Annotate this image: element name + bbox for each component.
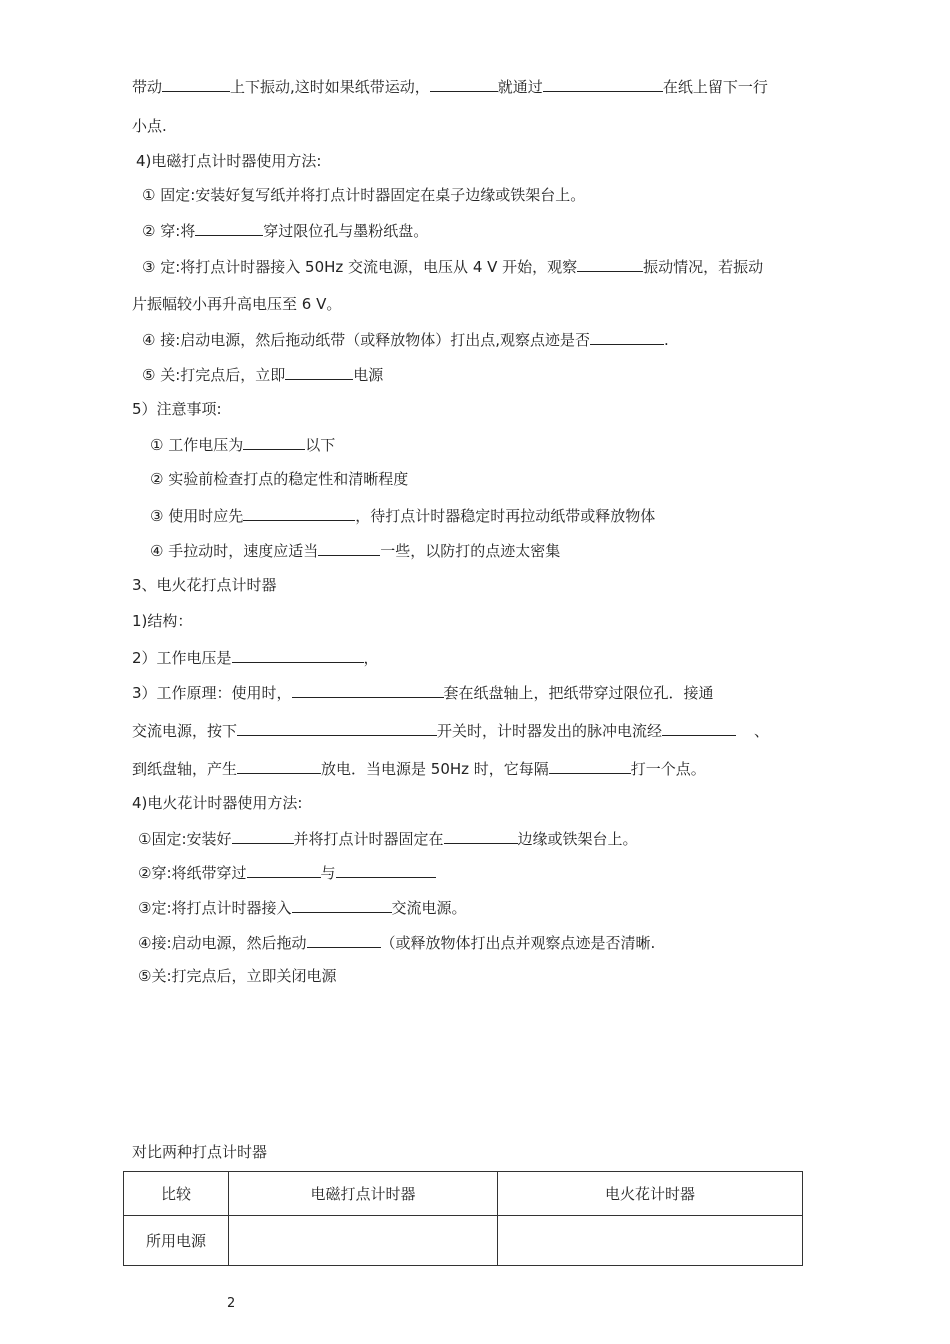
fill-blank [549, 758, 631, 774]
fill-blank [318, 540, 380, 556]
table-header-cell: 比较 [124, 1172, 229, 1216]
fill-blank [307, 932, 381, 948]
fill-blank [430, 76, 498, 92]
fill-blank [162, 76, 230, 92]
fill-blank [336, 862, 436, 878]
paragraph-line: 小点. [132, 117, 167, 135]
text-segment: 带动 [132, 78, 163, 96]
paragraph-line: 交流电源，按下 开关时，计时器发出的脉冲电流经 、 [132, 722, 770, 740]
fill-blank [590, 329, 664, 345]
paragraph-line [132, 76, 822, 97]
paragraph-line: 到纸盘轴，产生 放电．当电源是 50Hz 时，它每隔 打一个点。 [132, 760, 706, 778]
table-caption: 对比两种打点计时器 [132, 1143, 268, 1161]
fill-blank [195, 220, 263, 236]
fill-blank [232, 828, 294, 844]
fill-blank [577, 256, 643, 272]
text-segment: 上下振动,这时如果纸带运动， [230, 78, 430, 96]
list-item: ⑤关:打完点后，立即关闭电源 [138, 967, 337, 985]
paragraph-line: 2）工作电压是 ， [132, 649, 379, 667]
fill-blank [292, 682, 444, 698]
text-segment: 就通过 [497, 78, 543, 96]
list-item: ① 工作电压为 以下 [150, 436, 336, 454]
text-segment: 在纸上留下一行 [662, 78, 768, 96]
page-number: 2 [227, 1296, 236, 1311]
fill-blank [237, 720, 437, 736]
paragraph-line: 1)结构： [132, 612, 193, 630]
list-item: ④ 接:启动电源，然后拖动纸带（或释放物体）打出点,观察点迹是否 . [142, 331, 669, 349]
comparison-table [123, 1171, 803, 1266]
fill-blank [243, 434, 305, 450]
table-header-cell: 电火花计时器 [498, 1172, 803, 1216]
list-item: ② 实验前检查打点的稳定性和清晰程度 [150, 470, 409, 488]
list-item: ②穿:将纸带穿过 与 [138, 862, 828, 883]
list-item: ③ 定:将打点计时器接入 50Hz 交流电源，电压从 4 V 开始，观察 振动情况，若振动 [142, 258, 764, 276]
fill-blank [292, 897, 392, 913]
table-row-label: 所用电源 [124, 1216, 229, 1266]
table-cell [498, 1216, 803, 1266]
fill-blank [247, 862, 321, 878]
section-heading: 3、电火花打点计时器 [132, 576, 277, 594]
paragraph-line: 3）工作原理：使用时， 套在纸盘轴上，把纸带穿过限位孔．接通 [132, 684, 714, 702]
fill-blank [232, 647, 364, 663]
list-item: ④ 手拉动时，速度应适当 一些，以防打的点迹太密集 [150, 542, 561, 560]
list-item: ④接:启动电源，然后拖动 （或释放物体打出点并观察点迹是否清晰. [138, 934, 656, 952]
section-heading: 4)电磁打点计时器使用方法: [136, 152, 322, 170]
table-cell [229, 1216, 498, 1266]
section-heading: 5）注意事项: [132, 400, 222, 418]
list-item: ① 固定:安装好复写纸并将打点计时器固定在桌子边缘或铁架台上。 [142, 186, 586, 204]
table-header-row [124, 1172, 803, 1216]
table-row [124, 1216, 803, 1266]
list-item: ③ 使用时应先 ，待打点计时器稳定时再拉动纸带或释放物体 [150, 507, 656, 525]
list-item: ⑤ 关:打完点后，立即 电源 [142, 366, 384, 384]
section-heading: 4)电火花计时器使用方法: [132, 794, 303, 812]
paragraph-line: 片振幅较小再升高电压至 6 V。 [132, 295, 342, 313]
fill-blank [662, 720, 736, 736]
fill-blank [243, 505, 355, 521]
fill-blank [237, 758, 321, 774]
list-item: ② 穿:将 穿过限位孔与墨粉纸盘。 [142, 222, 429, 240]
fill-blank [285, 364, 353, 380]
fill-blank [444, 828, 518, 844]
list-item: ①固定:安装好 并将打点计时器固定在 边缘或铁架台上。 [138, 830, 638, 848]
fill-blank [543, 76, 663, 92]
table-header-cell: 电磁打点计时器 [229, 1172, 498, 1216]
list-item: ③定:将打点计时器接入 交流电源。 [138, 899, 467, 917]
